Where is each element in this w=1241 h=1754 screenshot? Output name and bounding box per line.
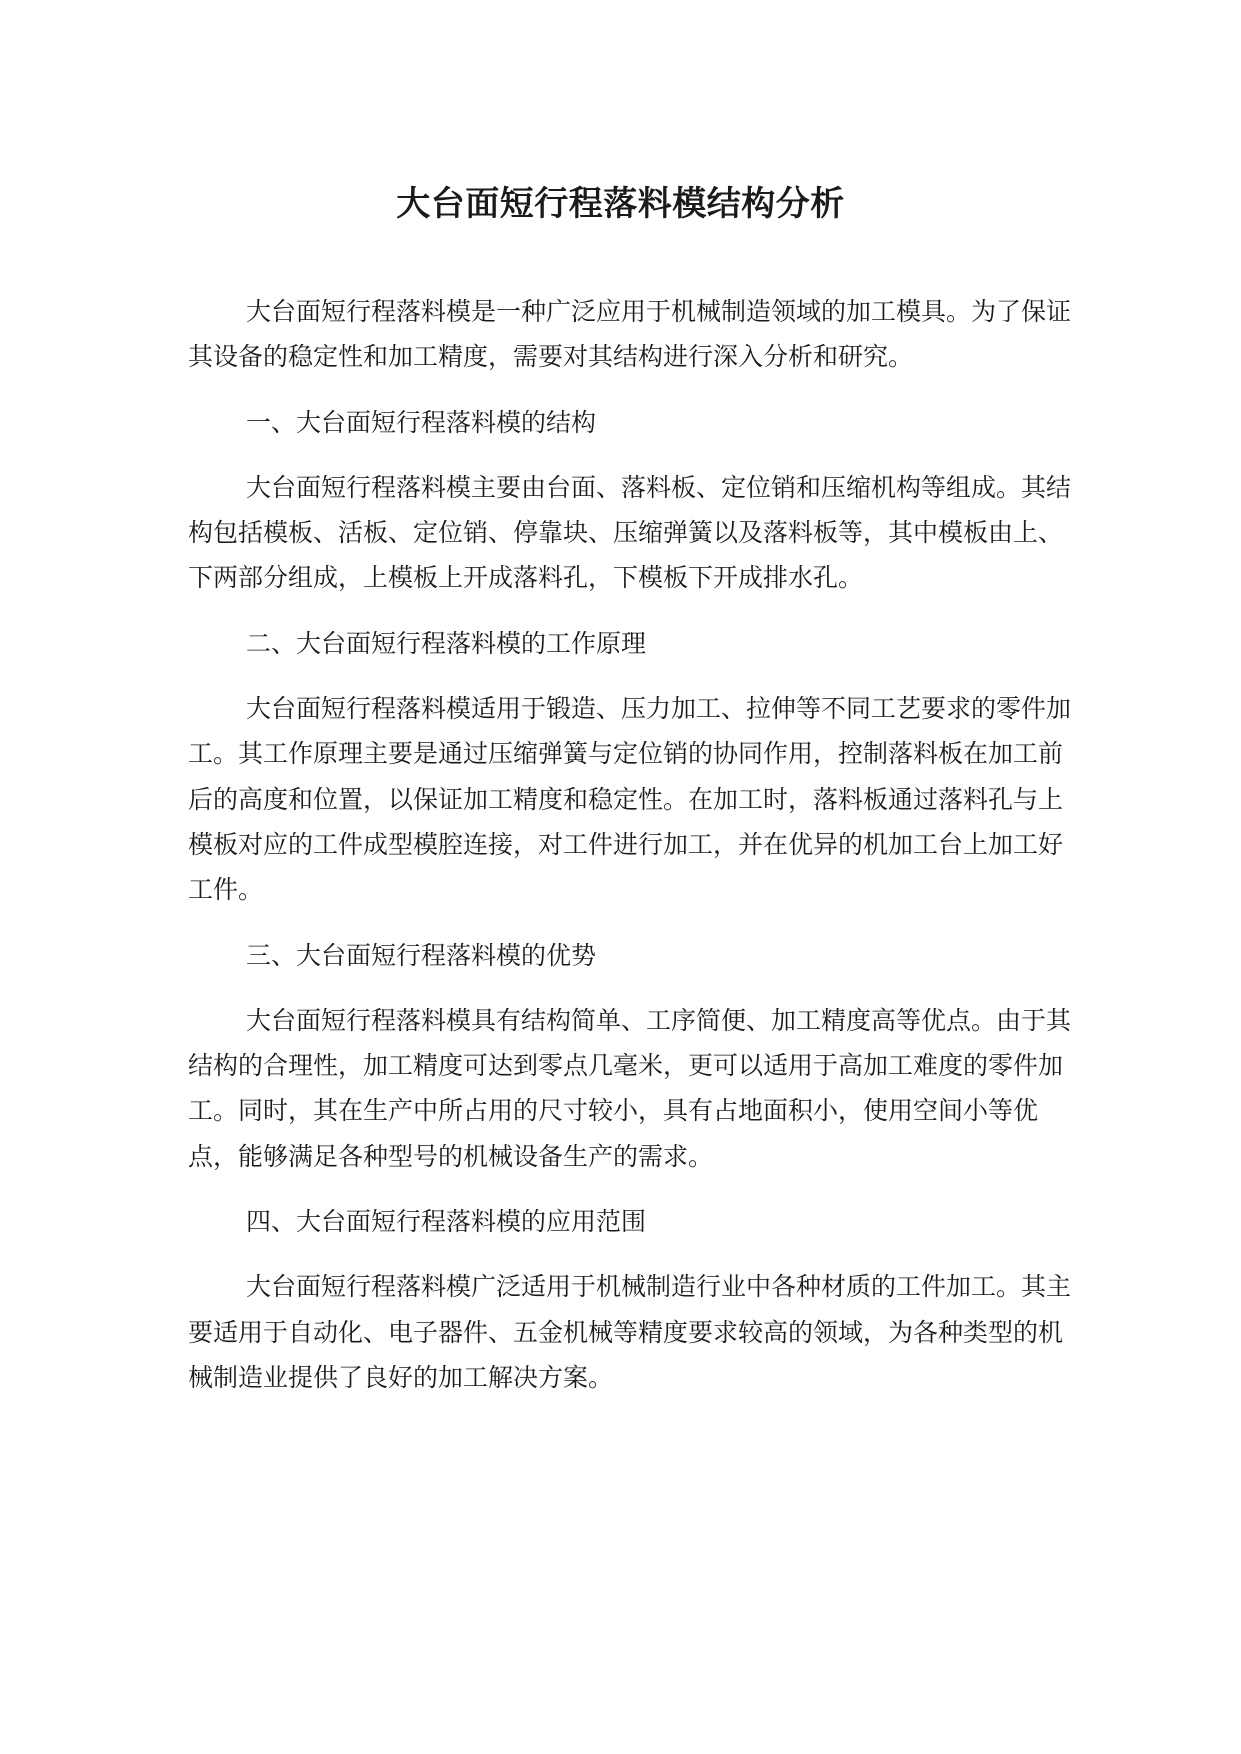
intro-paragraph: 大台面短行程落料模是一种广泛应用于机械制造领域的加工模具。为了保证其设备的稳定性和加工精度，需要对其结构进行深入分析和研究。 [188,297,1072,372]
section-heading-applications: 四、大台面短行程落料模的应用范围 [246,1207,647,1237]
section-paragraph-principle: 大台面短行程落料模适用于锻造、压力加工、拉伸等不同工艺要求的零件加工。其工作原理主要是通过压缩弹簧与定位销的协同作用，控制落料板在加工前后的高度和位置，以保证加工精度和稳定性。在加工时，落料板通过落料孔与上模板对应的工件成型模腔连接，对工件进行加工，并在优异的机加工台上加工好工件。 [188,694,1072,905]
document-title: 大台面短行程落料模结构分析 [396,184,845,224]
section-heading-structure: 一、大台面短行程落料模的结构 [246,407,597,437]
section-paragraph-advantages: 大台面短行程落料模具有结构简单、工序简便、加工精度高等优点。由于其结构的合理性，加工精度可达到零点几毫米，更可以适用于高加工难度的零件加工。同时，其在生产中所占用的尺寸较小，具有占地面积小，使用空间小等优点，能够满足各种型号的机械设备生产的需求。 [188,1005,1072,1171]
section-heading-principle: 二、大台面短行程落料模的工作原理 [246,628,647,658]
document-body [188,289,1081,1400]
section-paragraph-structure: 大台面短行程落料模主要由台面、落料板、定位销和压缩机构等组成。其结构包括模板、活板、定位销、停靠块、压缩弹簧以及落料板等，其中模板由上、下两部分组成，上模板上开成落料孔，下模板下开成排水孔。 [188,472,1072,593]
section-heading-advantages: 三、大台面短行程落料模的优势 [246,940,597,970]
section-paragraph-applications: 大台面短行程落料模广泛适用于机械制造行业中各种材质的工件加工。其主要适用于自动化、电子器件、五金机械等精度要求较高的领域，为各种类型的机械制造业提供了良好的加工解决方案。 [188,1272,1072,1392]
